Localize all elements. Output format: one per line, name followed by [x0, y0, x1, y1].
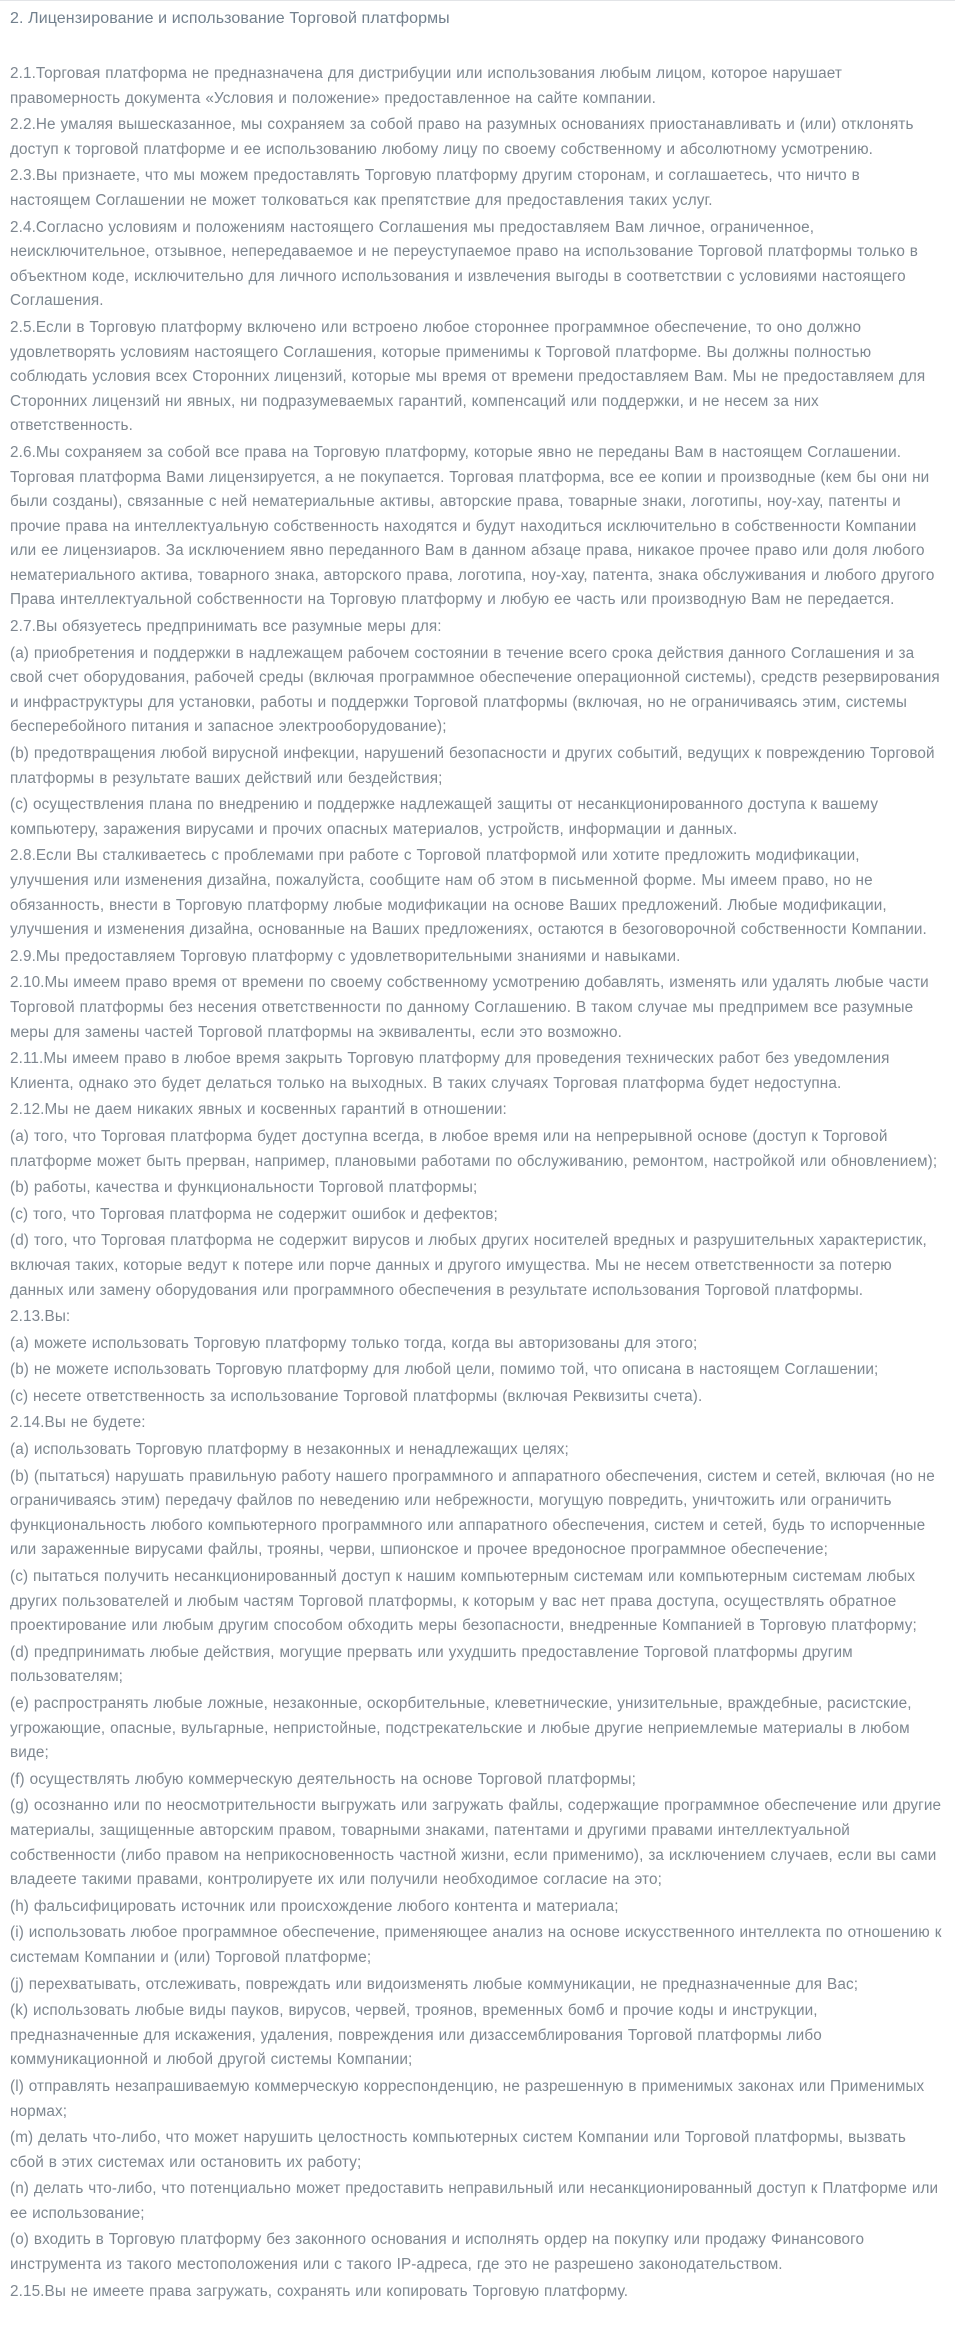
paragraph: 2.15.Вы не имеете права загружать, сохранять или копировать Торговую платформу. [10, 2282, 629, 2300]
paragraph: 2.7.Вы обязуетесь предпринимать все разумные меры для: [10, 618, 442, 636]
paragraph: (d) предпринимать любые действия, могущие прервать или ухудшить предоставление Торговой платформы другим пользователям; [10, 1643, 853, 1686]
paragraph: (a) использовать Торговую платформу в незаконных и ненадлежащих целях; [10, 1441, 569, 1459]
paragraph: (i) использовать любое программное обеспечение, применяющее анализ на основе искусственного интеллекта по отношению к системам Компании и (или) Торговой платформе; [10, 1924, 942, 1966]
paragraph: (a) можете использовать Торговую платформу только тогда, когда вы авторизованы для этого; [10, 1334, 698, 1352]
paragraph: (j) перехватывать, отслеживать, повреждать или видоизменять любые коммуникации, не предназначенные для Вас; [10, 1975, 859, 1993]
paragraph: 2.3.Вы признаете, что мы можем предоставлять Торговую платформу другим сторонам, и соглашаетесь, что ничто в настоящем Соглашении не может толковаться как препятствие для предоставления таких услуг. [10, 167, 860, 209]
paragraph: (c) несете ответственность за использование Торговой платформы (включая Реквизиты счета). [10, 1387, 703, 1405]
paragraph: (a) того, что Торговая платформа будет доступна всегда, в любое время или на непрерывной основе (доступ к Торговой платформе может быть прерван, например, плановыми работами по обслуживанию, ремонтом, настройкой или обновлением); [10, 1127, 938, 1170]
paragraph: 2.6.Мы сохраняем за собой все права на Торговую платформу, которые явно не переданы Вам в настоящем Соглашении. Торговая платформа Вами лицензируется, а не покупается. Торговая платформа, все ее копии и производные (кем бы они ни были созданы), связанные с ней нематериальные активы, авторские права, товарные знаки, логотипы, ноу-хау, патенты и прочие права на интеллектуальную собственность находятся и будут находиться исключительно в собственности Компании или ее лицензиаров. За исключением явно переданного Вам в данном абзаце права, никакое прочее право или доля любого нематериального актива, товарного знака, авторского права, логотипа, ноу-хау, патента, знака обслуживания и любого другого Права интеллектуальной собственности на Торговую платформу и любую ее часть или производную Вам не передается. [10, 443, 935, 609]
paragraph: (e) распространять любые ложные, незаконные, оскорбительные, клеветнические, унизительные, враждебные, расистские, угрожающие, опасные, вульгарные, непристойные, подстрекательские и любые другие неприемлемые материалы в любом виде; [10, 1695, 912, 1762]
paragraph: (c) осуществления плана по внедрению и поддержке надлежащей защиты от несанкционированного доступа к вашему компьютеру, заражения вирусами и прочих опасных материалов, устройств, информации и данных. [10, 796, 879, 838]
paragraph: (d) того, что Торговая платформа не содержит вирусов и любых других носителей вредных и разрушительных характеристик, включая таких, которые ведут к потере или порче данных и другого имущества. Мы не несем ответственности за потерю данных или замену оборудования или программного обеспечения в результате использования Торговой платформы. [10, 1232, 927, 1299]
paragraph: (l) отправлять незапрашиваемую коммерческую корреспонденцию, не разрешенную в применимых законах или Применимых нормах; [10, 2077, 925, 2120]
paragraph: (b) (пытаться) нарушать правильную работу нашего программного и аппаратного обеспечения, систем и сетей, включая (но не ограничиваясь этим) передачу файлов по неведению или небрежности, могущую повредить, уничтожить или ограничить функциональность любого компьютерного программного или аппаратного обеспечения, систем и сетей, будь то испорченные или зараженные вирусами файлы, трояны, черви, шпионское и прочее вредоносное программное обеспечение; [10, 1467, 935, 1559]
paragraph: (c) пытаться получить несанкционированный доступ к нашим компьютерным системам или компьютерным системам любых других пользователей и любым частям Торговой платформы, к которым у вас нет права доступа, осуществлять обратное проектирование или любым другим способом обходить меры безопасности, внедренные Компанией в Торговую платформу; [10, 1568, 917, 1635]
paragraph: (m) делать что-либо, что может нарушить целостность компьютерных систем Компании или Торговой платформы, вызвать сбой в этих системах или остановить их работу; [10, 2129, 906, 2171]
paragraph: 2.9.Мы предоставляем Торговую платформу с удовлетворительными знаниями и навыками. [10, 947, 681, 965]
paragraph: (o) входить в Торговую платформу без законного основания и исполнять ордер на покупку или продажу Финансового инструмента из такого местоположения или с такого IP-адреса, где это не разрешено законодательством. [10, 2231, 865, 2274]
paragraph: 2.13.Вы: [10, 1308, 71, 1326]
paragraph: 2.8.Если Вы сталкиваетесь с проблемами при работе с Торговой платформой или хотите предложить модификации, улучшения или изменения дизайна, пожалуйста, сообщите нам об этом в письменной форме. Мы имеем право, но не обязанность, внести в Торговую платформу любые модификации на основе Ваших предложений. Любые модификации, улучшения и изменения дизайна, основанные на Ваших предложениях, остаются в безоговорочной собственности Компании. [10, 847, 927, 939]
paragraph: 2.4.Согласно условиям и положениям настоящего Соглашения мы предоставляем Вам личное, ограниченное, неисключительное, отзывное, непередаваемое и не переуступаемое право на использование Торговой платформы только в объектном коде, исключительно для личного использования и извлечения выгоды в соответствии с условиями настоящего Соглашения. [10, 218, 919, 310]
paragraph: (b) работы, качества и функциональности Торговой платформы; [10, 1179, 478, 1197]
paragraph: 2.10.Мы имеем право время от времени по своему собственному усмотрению добавлять, изменять или удалять любые части Торговой платформы без несения ответственности по данному Соглашению. В таком случае мы предпримем все разумные меры для замены частей Торговой платформы на эквиваленты, если это возможно. [10, 974, 929, 1041]
section-heading: 2. Лицензирование и использование Торговой платформы [10, 10, 450, 27]
paragraph: 2.12.Мы не даем никаких явных и косвенных гарантий в отношении: [10, 1101, 507, 1119]
paragraph: (c) того, что Торговая платформа не содержит ошибок и дефектов; [10, 1205, 498, 1223]
paragraph: 2.14.Вы не будете: [10, 1414, 146, 1432]
paragraph: (g) осознанно или по неосмотрительности выгружать или загружать файлы, содержащие программное обеспечение или другие материалы, защищенные авторским правом, товарными знаками, патентами и другими правами интеллектуальной собственности (либо правом на неприкосновенность частной жизни, если применимо), за исключением случаев, если вы сами владеете такими правами, контролируете их или получили необходимое согласие на это; [10, 1797, 942, 1889]
terms-text [10, 62, 943, 2304]
paragraph: 2.5.Если в Торговую платформу включено или встроено любое стороннее программное обеспечение, то оно должно удовлетворять условиям настоящего Соглашения, которые применимы к Торговой платформе. Вы должны полностью соблюдать условия всех Сторонних лицензий, которые мы время от времени предоставляем Вам. Мы не предоставляем для Сторонних лицензий ни явных, ни подразумеваемых гарантий, компенсаций или поддержки, и не несем за них ответственность. [10, 318, 926, 435]
paragraph: (f) осуществлять любую коммерческую деятельность на основе Торговой платформы; [10, 1770, 636, 1788]
paragraph: (b) не можете использовать Торговую платформу для любой цели, помимо той, что описана в настоящем Соглашении; [10, 1361, 879, 1379]
paragraph: 2.2.Не умаляя вышесказанное, мы сохраняем за собой право на разумных основаниях приостанавливать и (или) отклонять доступ к торговой платформе и ее использованию любому лицу по своему собственному и абсолютному усмотрению. [10, 116, 914, 158]
paragraph: (k) использовать любые виды пауков, вирусов, червей, троянов, временных бомб и прочие коды и инструкции, предназначенные для искажения, удаления, повреждения или дизассемблирования Торговой платформы либо коммуникационной и любой другой системы Компании; [10, 2002, 822, 2069]
paragraph: 2.1.Торговая платформа не предназначена для дистрибуции или использования любым лицом, которое нарушает правомерность документа «Условия и положение» предоставленное на сайте компании. [10, 65, 842, 107]
paragraph: 2.11.Мы имеем право в любое время закрыть Торговую платформу для проведения технических работ без уведомления Клиента, однако это будет делаться только на выходных. В таких случаях Торговая платформа будет недоступна. [10, 1050, 890, 1092]
paragraph: (h) фальсифицировать источник или происхождение любого контента и материала; [10, 1897, 619, 1915]
paragraph: (n) делать что-либо, что потенциально может предоставить неправильный или несанкционированный доступ к Платформе или ее использование; [10, 2180, 939, 2222]
paragraph: (a) приобретения и поддержки в надлежащем рабочем состоянии в течение всего срока действия данного Соглашения и за свой счет оборудования, рабочей среды (включая программное обеспечение операционной системы), средств резервирования и инфраструктуры для установки, работы и поддержки Торговой платформы (включая, но не ограничиваясь этим, системы бесперебойного питания и запасное электрооборудование); [10, 644, 940, 736]
paragraph: (b) предотвращения любой вирусной инфекции, нарушений безопасности и других событий, ведущих к повреждению Торговой платформы в результате ваших действий или бездействия; [10, 745, 935, 787]
